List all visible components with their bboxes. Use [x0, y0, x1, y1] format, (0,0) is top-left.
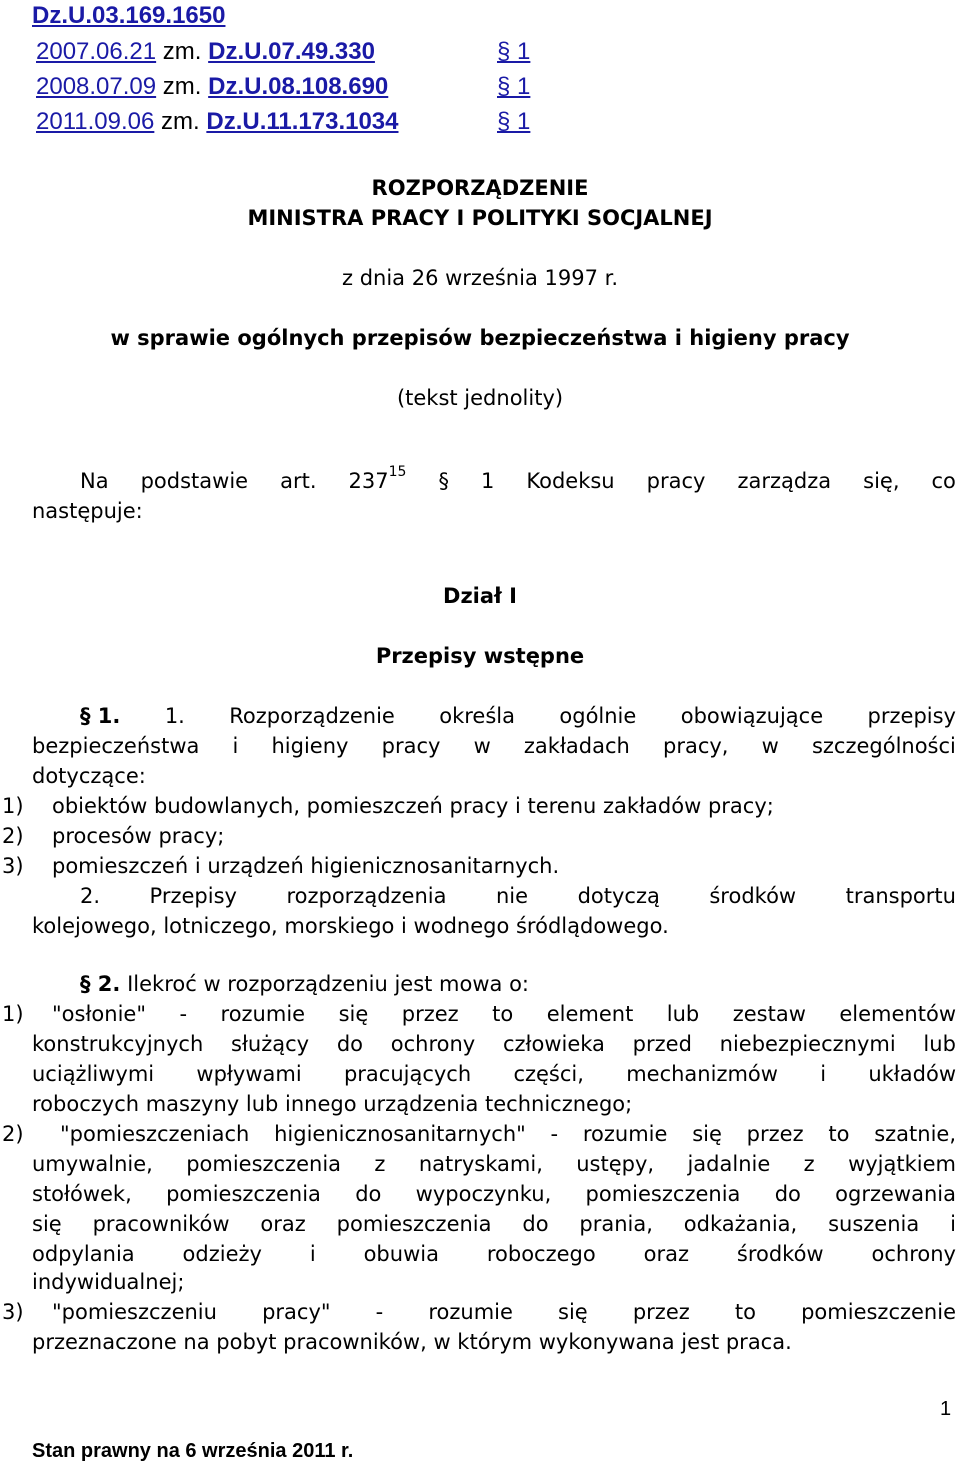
word: z — [374, 1152, 386, 1176]
word: pracy" — [262, 1300, 331, 1324]
word: ochrony — [390, 1032, 476, 1056]
word: służący — [231, 1032, 310, 1056]
word: elementów — [839, 1002, 956, 1026]
word: bezpieczeństwa — [32, 734, 200, 758]
paragraph-1-clause-2-line-2: kolejowego, lotniczego, morskiego i wodnego śródlądowego. — [32, 914, 669, 938]
amendment-paragraph — [497, 38, 530, 66]
definition-1-line-2 — [32, 1032, 956, 1056]
article-number: $237^{15}$ — [348, 464, 407, 493]
word: zakładach — [523, 734, 630, 758]
word: i — [950, 1212, 956, 1236]
definition-2-line-4 — [32, 1212, 956, 1236]
word: nie — [496, 884, 529, 908]
word: z — [803, 1152, 815, 1176]
word: higieny — [271, 734, 349, 758]
amendment-row — [36, 38, 375, 66]
word: odpylania — [32, 1242, 135, 1266]
word: przez — [401, 1002, 459, 1026]
word: i — [820, 1062, 827, 1086]
word: podstawie — [140, 469, 249, 493]
definition-number: 2) — [2, 1122, 24, 1146]
article-superscript: 15 — [388, 464, 407, 480]
list-text: pomieszczeń i urządzeń higienicznosanitarnych. — [52, 854, 560, 878]
word: dotyczą — [577, 884, 660, 908]
word: higienicznosanitarnych" — [274, 1122, 526, 1146]
amendment-paragraph-link[interactable]: § 1 — [497, 73, 531, 100]
word: "osłonie" — [52, 1002, 146, 1026]
definition-3-line-2: przeznaczone na pobyt pracowników, w którym wykonywana jest praca. — [32, 1330, 792, 1354]
section-sign: § — [438, 469, 449, 493]
word: oraz — [260, 1212, 306, 1236]
word: lub — [923, 1032, 956, 1056]
word: pracy — [381, 734, 441, 758]
word: zarządza — [737, 469, 832, 493]
word: lub — [666, 1002, 700, 1026]
word: się — [558, 1300, 588, 1324]
footer-legal-status: Stan prawny na 6 września 2011 r. — [32, 1440, 354, 1462]
word: Kodeksu — [526, 469, 615, 493]
definition-number: 3) — [2, 1300, 24, 1324]
amendment-ref-link[interactable]: Dz.U.07.49.330 — [208, 38, 375, 65]
clause-number: 2. — [80, 884, 101, 908]
paragraph-2-intro — [80, 972, 529, 996]
word: ustępy, — [576, 1152, 655, 1176]
clause-number: 1. — [164, 704, 185, 728]
definition-2-line-2 — [32, 1152, 956, 1176]
paragraph-1-line-2 — [32, 734, 956, 758]
word: do — [774, 1182, 801, 1206]
section-heading: Dział I — [443, 584, 517, 608]
word: pomieszczenia — [186, 1152, 342, 1176]
word: konstrukcyjnych — [32, 1032, 204, 1056]
word: natryskami, — [418, 1152, 543, 1176]
word: pracowników — [92, 1212, 230, 1236]
word: co — [931, 469, 956, 493]
word: obuwia — [363, 1242, 439, 1266]
list-number: 1) — [2, 794, 24, 818]
amendment-paragraph — [497, 73, 530, 101]
word: i — [309, 1242, 316, 1266]
amendment-row — [36, 73, 388, 101]
word: człowieka — [502, 1032, 605, 1056]
paragraph-mark: § 2. — [80, 972, 121, 996]
word: się — [338, 1002, 369, 1026]
word: jadalnie — [687, 1152, 771, 1176]
list-item — [2, 854, 560, 878]
definition-1-line-3 — [32, 1062, 956, 1086]
word: pracy, — [662, 734, 729, 758]
word: to — [734, 1300, 756, 1324]
section-subheading: Przepisy wstępne — [375, 644, 585, 668]
word: niebezpiecznymi — [719, 1032, 896, 1056]
word: części, — [513, 1062, 584, 1086]
word: pracujących — [343, 1062, 472, 1086]
word: rozumie — [428, 1300, 513, 1324]
word: Przepisy — [149, 884, 237, 908]
paragraph-mark: § 1. — [80, 704, 121, 728]
word: obowiązujące — [680, 704, 824, 728]
word: układów — [868, 1062, 956, 1086]
word: się — [692, 1122, 722, 1146]
word: pracy — [646, 469, 706, 493]
word: do — [355, 1182, 382, 1206]
word: szczególności — [811, 734, 956, 758]
doc-type-title: ROZPORZĄDZENIE — [371, 176, 589, 200]
word: mechanizmów — [626, 1062, 778, 1086]
word: Rozporządzenie — [229, 704, 395, 728]
consolidated-note: (tekst jednolity) — [396, 386, 564, 410]
word: środków — [736, 1242, 824, 1266]
definition-2-line-5 — [32, 1242, 956, 1266]
list-item — [2, 794, 774, 818]
list-text: procesów pracy; — [52, 824, 225, 848]
word: określa — [439, 704, 515, 728]
list-number: 3) — [2, 854, 24, 878]
list-number: 2) — [2, 824, 24, 848]
word: - — [179, 1002, 188, 1026]
word: stołówek, — [32, 1182, 132, 1206]
list-item — [2, 824, 225, 848]
word: w — [761, 734, 779, 758]
word: pomieszczenia — [166, 1182, 321, 1206]
preamble-line — [80, 464, 956, 493]
word: przez — [632, 1300, 690, 1324]
word: pomieszczenia — [585, 1182, 741, 1206]
definition-1-line-4: roboczych maszyny lub innego urządzenia technicznego; — [32, 1092, 633, 1116]
amendment-row — [36, 108, 399, 136]
word: suszenia — [828, 1212, 920, 1236]
definition-2-line-3 — [32, 1182, 956, 1206]
amendment-date-link[interactable]: 2008.07.09 — [36, 73, 157, 100]
word: oraz — [643, 1242, 689, 1266]
word: pomieszczenie — [801, 1300, 956, 1324]
journal-reference — [32, 2, 225, 30]
word: wyjątkiem — [848, 1152, 956, 1176]
word: 1 — [480, 469, 495, 493]
word: rozumie — [582, 1122, 668, 1146]
word: rozumie — [220, 1002, 306, 1026]
amendment-date-link[interactable]: 2007.06.21 — [36, 38, 157, 65]
word: przez — [746, 1122, 804, 1146]
amendment-ref-link[interactable]: Dz.U.11.173.1034 — [206, 108, 399, 135]
issuer-title: MINISTRA PRACY I POLITYKI SOCJALNEJ — [247, 206, 713, 230]
amendment-sep: zm. — [162, 73, 202, 100]
word: uciążliwymi — [32, 1062, 155, 1086]
word: przed — [632, 1032, 692, 1056]
word: pomieszczenia — [336, 1212, 492, 1236]
paragraph-intro-text: Ilekroć w rozporządzeniu jest mowa o: — [127, 972, 529, 996]
word: w — [473, 734, 491, 758]
page-number: 1 — [940, 1398, 952, 1420]
word: umywalnie, — [32, 1152, 153, 1176]
definition-3-line-1 — [52, 1300, 956, 1324]
amendment-sep: zm. — [162, 38, 202, 65]
word: "pomieszczeniach — [60, 1122, 250, 1146]
word: się — [32, 1212, 62, 1236]
word: środków — [709, 884, 797, 908]
amendment-date-link[interactable]: 2011.09.06 — [36, 108, 155, 135]
word: - — [375, 1300, 384, 1324]
word: Na — [80, 469, 109, 493]
word: ogrzewania — [835, 1182, 956, 1206]
word: element — [546, 1002, 634, 1026]
word: i — [232, 734, 239, 758]
word: transportu — [845, 884, 956, 908]
word: art. — [280, 469, 317, 493]
issue-date: z dnia 26 września 1997 r. — [342, 266, 618, 290]
amendment-paragraph-link[interactable]: § 1 — [497, 38, 531, 65]
word: do — [336, 1032, 364, 1056]
definition-2-line-6: indywidualnej; — [32, 1270, 185, 1294]
word: wpływami — [196, 1062, 302, 1086]
amendment-paragraph — [497, 108, 530, 136]
definition-1-line-1 — [52, 1002, 956, 1026]
definition-2-line-1 — [60, 1122, 956, 1146]
word: prania, — [579, 1212, 653, 1236]
word: szatnie, — [874, 1122, 956, 1146]
amendment-ref-link[interactable]: Dz.U.08.108.690 — [208, 73, 389, 100]
word: rozporządzenia — [286, 884, 447, 908]
preamble-line-2: następuje: — [32, 499, 143, 523]
definition-number: 1) — [2, 1002, 24, 1026]
paragraph-1-clause-2 — [80, 884, 956, 908]
list-text: obiektów budowlanych, pomieszczeń pracy i terenu zakładów pracy; — [52, 794, 774, 818]
word: "pomieszczeniu — [52, 1300, 217, 1324]
word: do — [522, 1212, 549, 1236]
paragraph-1-line-1 — [80, 704, 956, 728]
word: odzieży — [182, 1242, 262, 1266]
word: to — [828, 1122, 850, 1146]
word: ochrony — [871, 1242, 956, 1266]
journal-link[interactable]: Dz.U.03.169.1650 — [32, 2, 226, 29]
word: to — [492, 1002, 514, 1026]
word: przepisy — [867, 704, 956, 728]
word: wypoczynku, — [415, 1182, 552, 1206]
subject-title: w sprawie ogólnych przepisów bezpieczeństwa i higieny pracy — [110, 326, 850, 350]
amendment-paragraph-link[interactable]: § 1 — [497, 108, 531, 135]
amendment-sep: zm. — [161, 108, 200, 135]
word: się, — [863, 469, 900, 493]
word: - — [550, 1122, 559, 1146]
word: zestaw — [732, 1002, 806, 1026]
word: ogólnie — [559, 704, 637, 728]
word: roboczego — [486, 1242, 596, 1266]
paragraph-1-line-3: dotyczące: — [32, 764, 146, 788]
word: odkażania, — [683, 1212, 798, 1236]
